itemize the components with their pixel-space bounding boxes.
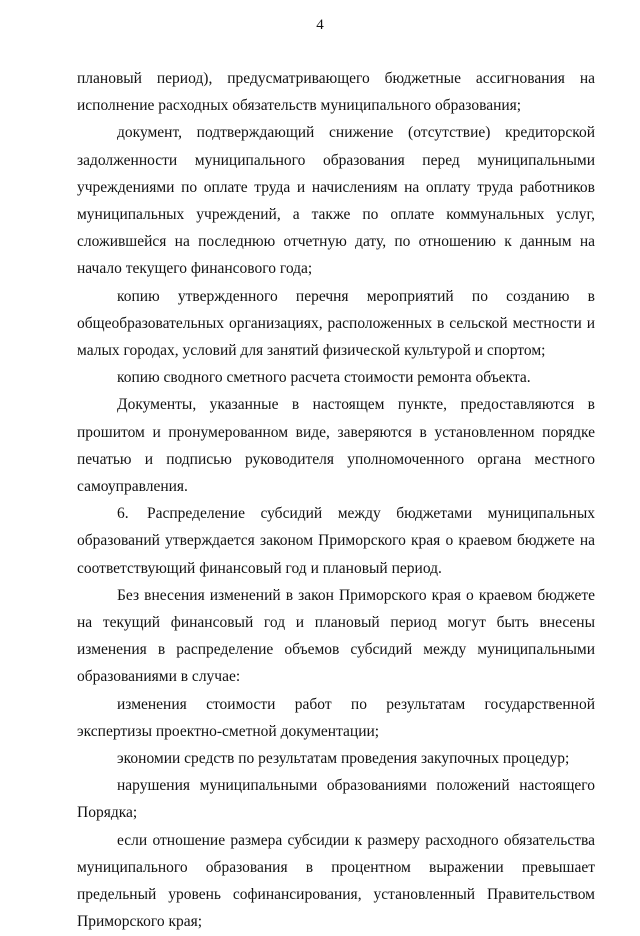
- paragraph-case-savings: экономии средств по результатам проведения закупочных процедур;: [117, 750, 570, 768]
- page-number: 4: [316, 17, 324, 33]
- paragraph-case-cost-change: изменения стоимости работ по результатам государственной экспертизы проектно-сметной документации;: [77, 695, 595, 740]
- paragraph-estimate-copy: копию сводного сметного расчета стоимости ремонта объекта.: [117, 369, 531, 387]
- item-number: 6.: [117, 505, 129, 523]
- paragraph-changes-without-law: Без внесения изменений в закон Приморского края о краевом бюджете на текущий финансовый год и плановый период могут быть внесены изменения в распределение объемов субсидий между муниципальными образованиями в случае:: [77, 586, 595, 686]
- paragraph-case-cofinancing-limit: если отношение размера субсидии к размеру расходного обязательства муниципального образования в процентном выражении превышает предельный уровень софинансирования, установленный Правительством Приморского края;: [77, 831, 595, 931]
- paragraph-item-6: [77, 500, 595, 582]
- paragraph-creditor-debt-document: документ, подтверждающий снижение (отсутствие) кредиторской задолженности муниципального образования перед муниципальными учреждениями по оплате труда и начислениям на оплату труда работников муниципальных учреждений, а также по оплате коммунальных услуг, сложившейся на последнюю отчетную дату, по отношению к данным на начало текущего финансового года;: [77, 124, 595, 278]
- paragraph-documents-certification: Документы, указанные в настоящем пункте, предоставляются в прошитом и пронумерованном виде, заверяются в установленном порядке печатью и подписью руководителя уполномоченного органа местного самоуправления.: [77, 396, 595, 496]
- paragraph-activities-list-copy: копию утвержденного перечня мероприятий по созданию в общеобразовательных организациях, расположенных в сельской местности и малых городах, условий для занятий физической культурой и спортом;: [77, 287, 595, 360]
- paragraph-planned-period: плановый период), предусматривающего бюджетные ассигнования на исполнение расходных обязательств муниципального образования;: [77, 70, 595, 115]
- item-6-text: Распределение субсидий между бюджетами муниципальных образований утверждается законом Приморского края о краевом бюджете на соответствующий финансовый год и плановый период.: [77, 505, 595, 577]
- paragraph-case-violation: нарушения муниципальными образованиями положений настоящего Порядка;: [77, 777, 595, 822]
- document-body: [77, 65, 595, 936]
